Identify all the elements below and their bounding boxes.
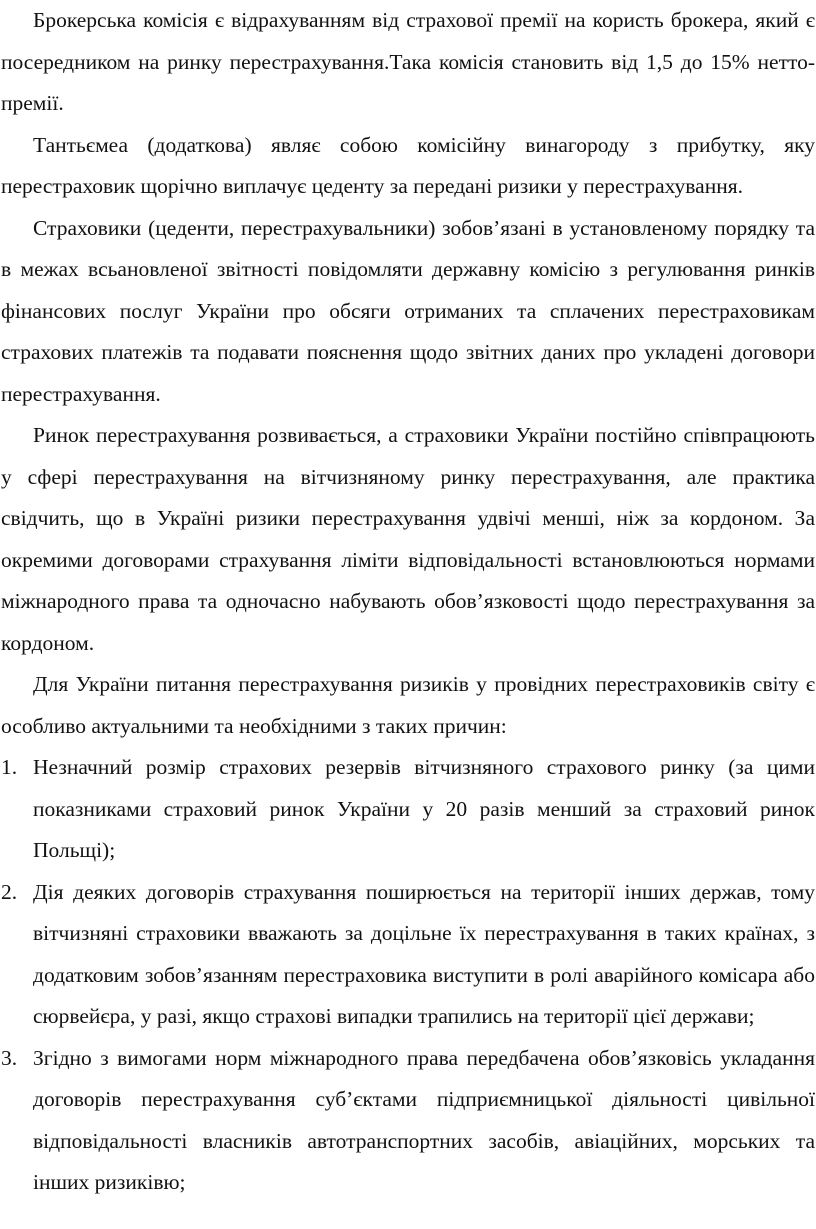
list-item-text: Дія деяких договорів страхування поширюється на території інших держав, тому вітчизняні страховики вважають за доцільне їх перестрахування в таких країнах, з додатковим зобов’язанням перестраховика виступити в ролі аварійного комісара або сюрвейєра, у разі, якщо страхові випадки трапились на території цієї держави; (33, 879, 815, 1028)
list-item-text: Згідно з вимогами норм міжнародного права передбачена обов’язковісь укладання договорів перестрахування суб’єктами підприємницької діяльності цивільної відповідальності власників автотранспортних засобів, авіаційних, морських та інших ризиківю; (33, 1045, 815, 1194)
list-item (1, 872, 815, 1038)
reasons-list (1, 747, 815, 1204)
paragraph-tantieme: Тантьємеа (додаткова) являє собою комісійну винагороду з прибутку, яку перестраховик щорічно виплачує цеденту за передані ризики у перестрахування. (1, 132, 815, 198)
list-item-text: Незначний розмір страхових резервів вітчизняного страхового ринку (за цими показниками страховий ринок України у 20 разів менший за страховий ринок Польщі); (33, 755, 815, 862)
list-item-number: 3. (1, 1045, 18, 1070)
paragraph-reporting-obligations: Страховики (цеденти, перестрахувальники) зобов’язані в установленому порядку та в межах всьановленої звітності повідомляти державну комісію з регулювання ринків фінансових послуг України про обсяги отриманих та сплачених перестраховикам страхових платежів та подавати пояснення щодо звітних даних про укладені договори перестрахування. (1, 215, 815, 406)
list-item (1, 747, 815, 872)
paragraph-reinsurance-market: Ринок перестрахування розвивається, а страховики України постійно співпрацюють у сфері перестрахування на вітчизняному ринку перестрахування, але практика свідчить, що в Україні ризики перестрахування удвічі менші, ніж за кордоном. За окремими договорами страхування ліміти відповідальності встановлюються нормами міжнародного права та одночасно набувають обов’язковості щодо перестрахування за кордоном. (1, 423, 815, 655)
list-item (1, 1038, 815, 1204)
list-item-number: 1. (1, 755, 18, 779)
paragraph-reasons-intro: Для України питання перестрахування ризиків у провідних перестраховиків світу є особливо актуальними та необхідними з таких причин: (1, 672, 815, 738)
paragraph-broker-commission: Брокерська комісія є відрахуванням від страхової премії на користь брокера, який є посередником на ринку перестрахування.Така комісія становить від 1,5 до 15% нетто-премії. (1, 8, 815, 115)
list-item-number: 2. (1, 879, 18, 904)
